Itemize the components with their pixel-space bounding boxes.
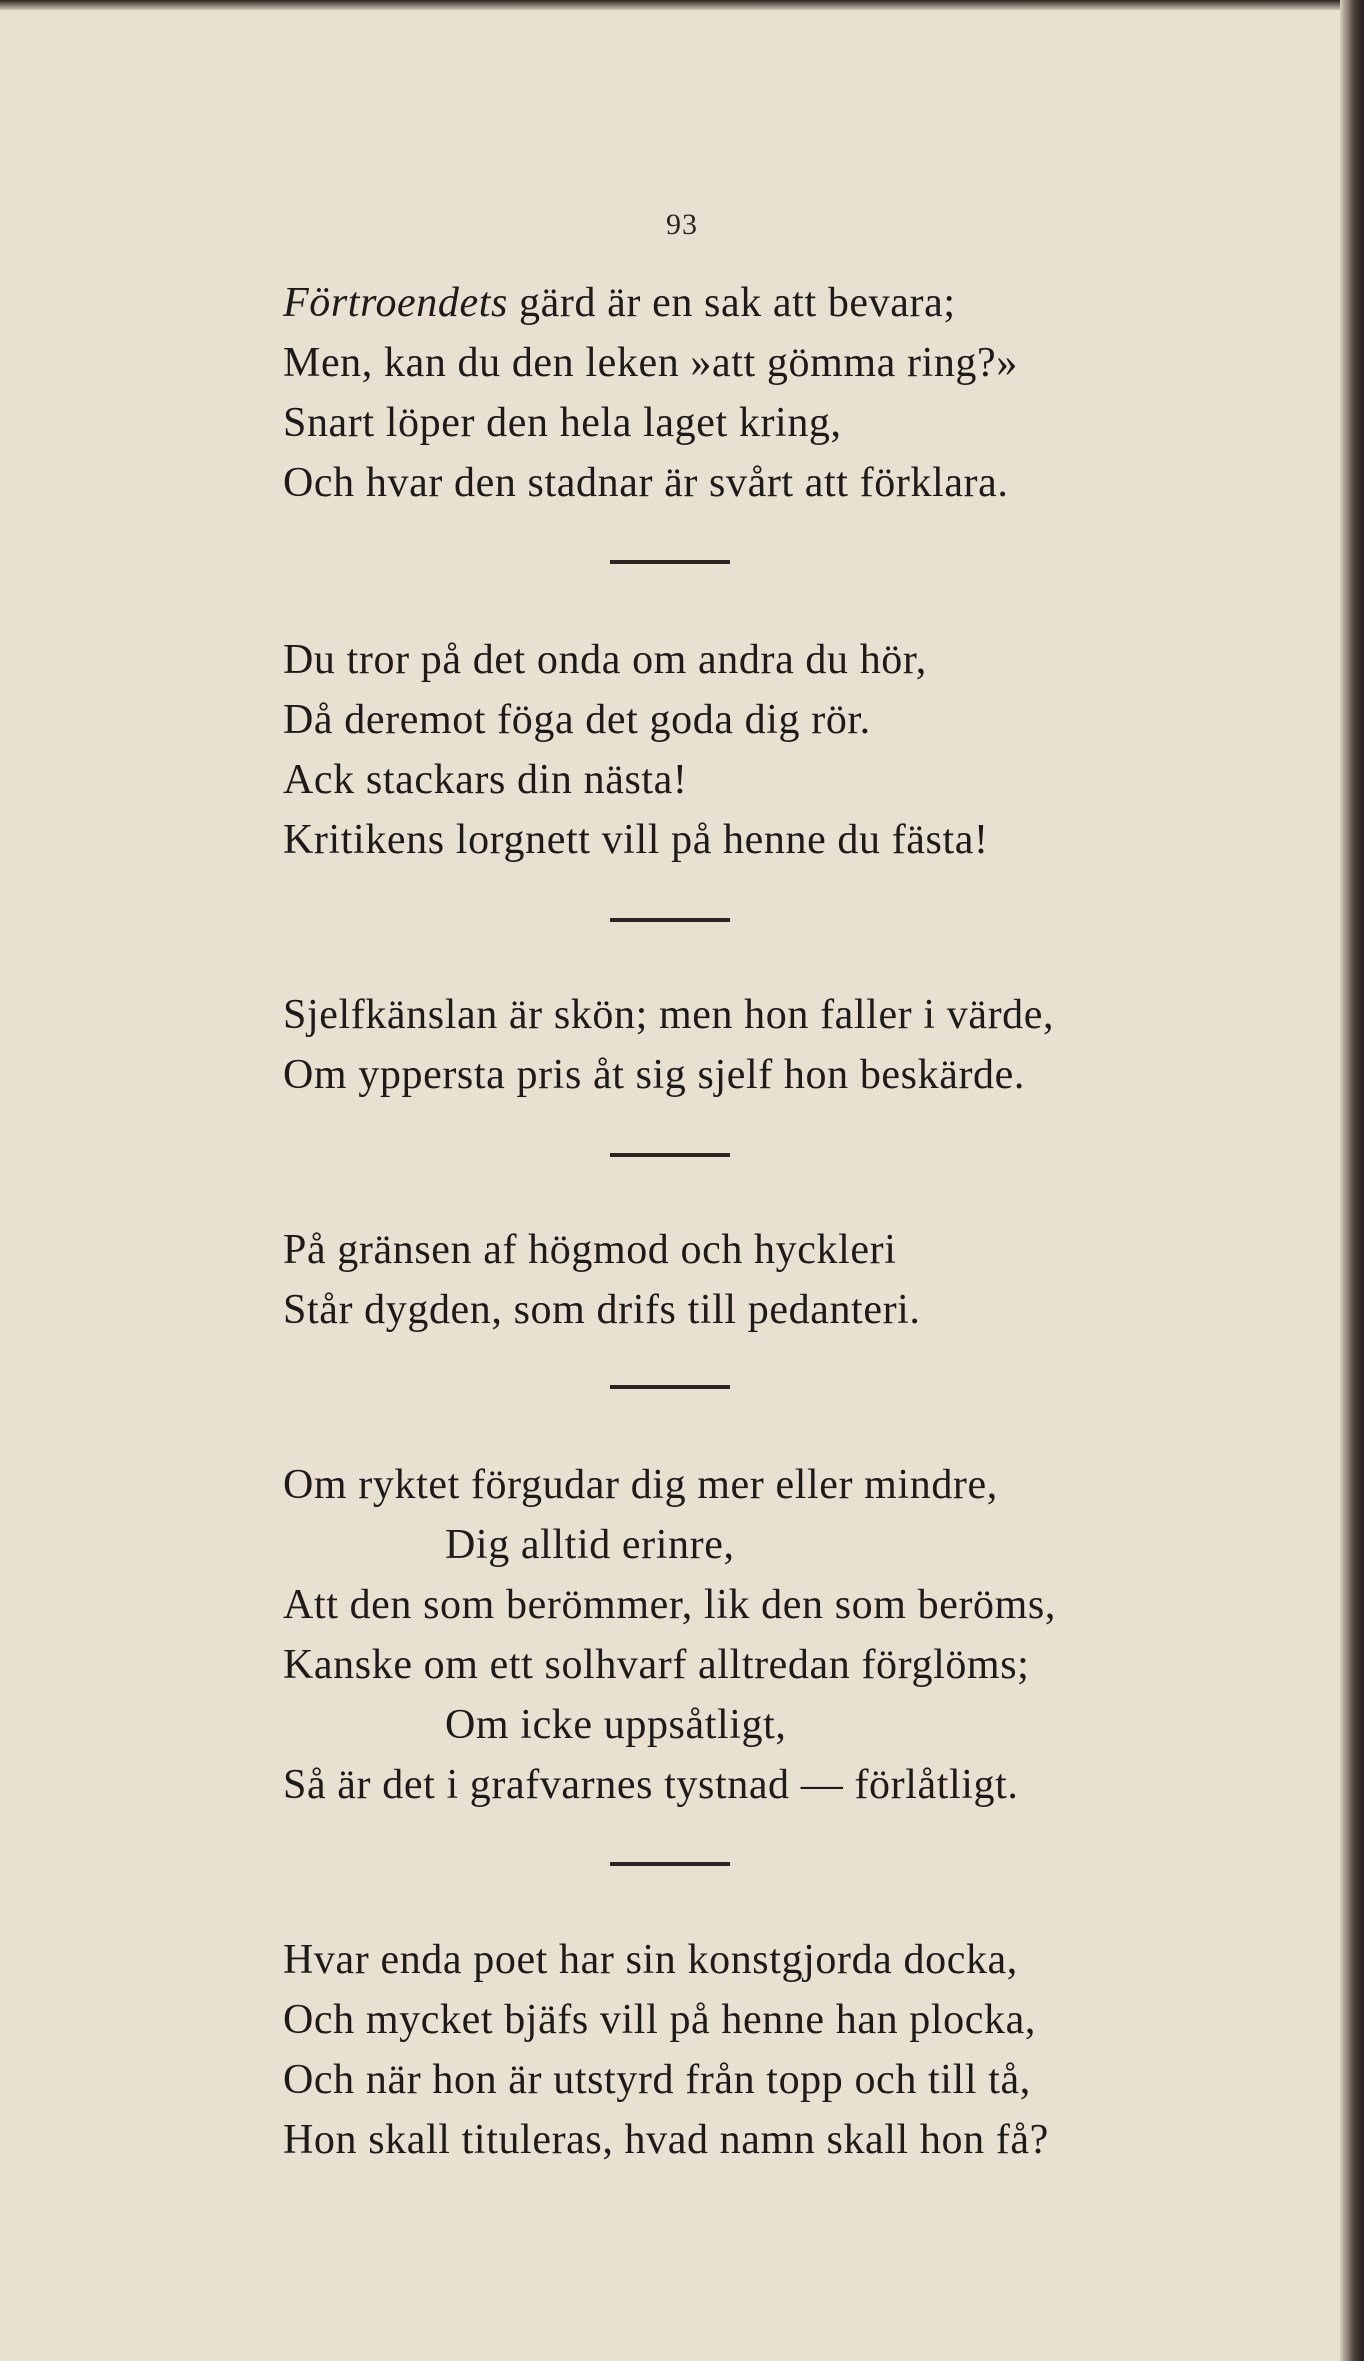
poem-line: Om yppersta pris åt sig sjelf hon beskärde. (283, 1052, 1025, 1098)
poem-line: Att den som berömmer, lik den som beröms, (283, 1582, 1056, 1628)
poem-line: Och mycket bjäfs vill på henne han plocka, (283, 1997, 1036, 2043)
section-divider (610, 1153, 730, 1157)
italic-word: Förtroendets (283, 280, 508, 326)
poem-line: Om ryktet förgudar dig mer eller mindre, (283, 1462, 998, 1508)
poem-line-indented: Dig alltid erinre, (445, 1522, 735, 1568)
line-text: gärd är en sak att bevara; (507, 280, 956, 326)
poem-line: Då deremot föga det goda dig rör. (283, 697, 871, 743)
poem-line: Kritikens lorgnett vill på henne du fästa! (283, 817, 989, 863)
section-divider (610, 560, 730, 564)
poem-line-indented: Om icke uppsåtligt, (445, 1702, 787, 1748)
section-divider (610, 1862, 730, 1866)
poem-line: Så är det i grafvarnes tystnad — förlåtligt. (283, 1762, 1019, 1808)
poem-line: Hvar enda poet har sin konstgjorda docka, (283, 1937, 1018, 1983)
poem-line: På gränsen af högmod och hyckleri (283, 1227, 897, 1273)
poem-line: Står dygden, som drifs till pedanteri. (283, 1287, 921, 1333)
section-divider (610, 918, 730, 922)
poem-line: Och hvar den stadnar är svårt att förklara. (283, 460, 1009, 506)
poem-line: Ack stackars din nästa! (283, 757, 688, 803)
section-divider (610, 1385, 730, 1389)
page-number: 93 (666, 208, 698, 241)
poem-line (283, 278, 956, 328)
poem-line: Du tror på det onda om andra du hör, (283, 637, 927, 683)
poem-line: Sjelfkänslan är skön; men hon faller i värde, (283, 992, 1055, 1038)
poem-line: Snart löper den hela laget kring, (283, 400, 842, 446)
poem-line: Hon skall tituleras, hvad namn skall hon få? (283, 2117, 1049, 2163)
poem-line: Och när hon är utstyrd från topp och till tå, (283, 2057, 1031, 2103)
poem-line: Men, kan du den leken »att gömma ring?» (283, 340, 1018, 386)
poem-line: Kanske om ett solhvarf alltredan förglöms; (283, 1642, 1030, 1688)
